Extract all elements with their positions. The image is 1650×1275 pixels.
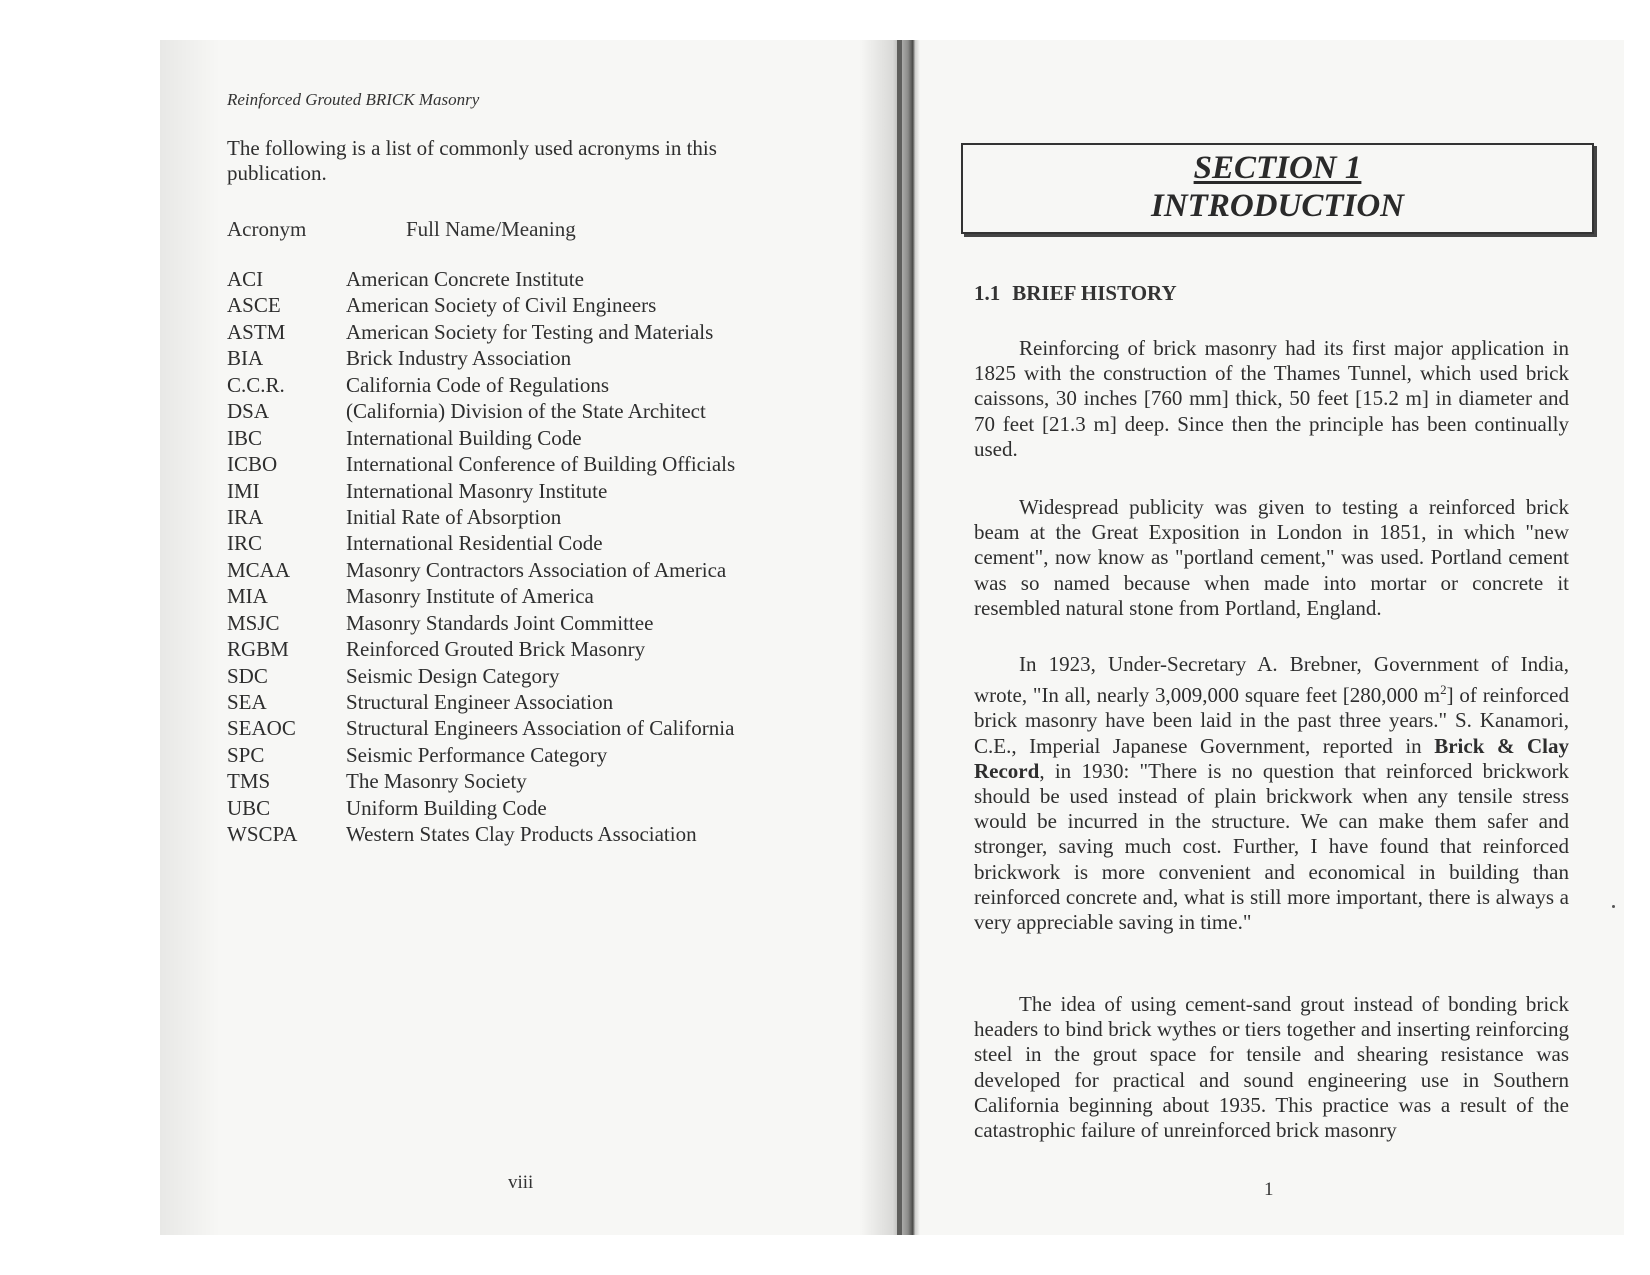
acronym-code: MIA xyxy=(227,584,268,609)
meaning-column-header: Full Name/Meaning xyxy=(406,217,576,241)
acronym-meaning: American Concrete Institute xyxy=(346,267,584,291)
acronym-code: UBC xyxy=(227,795,271,820)
acronym-meaning: Initial Rate of Absorption xyxy=(346,504,562,529)
acronym-code: ASCE xyxy=(227,293,281,318)
acronym-row xyxy=(227,451,847,477)
acronym-meaning: Western States Clay Products Association xyxy=(346,822,697,847)
acronym-meaning: Masonry Contractors Association of America xyxy=(346,557,727,582)
history-paragraph-3 xyxy=(974,652,1569,935)
acronym-meaning: American Society for Testing and Materials xyxy=(346,319,714,344)
acronym-row xyxy=(227,266,847,292)
acronym-meaning: Masonry Standards Joint Committee xyxy=(346,610,654,635)
superscript-two: 2 xyxy=(1440,682,1447,698)
acronym-code: C.C.R. xyxy=(227,372,285,397)
acronym-row xyxy=(227,663,847,689)
acronym-code: WSCPA xyxy=(227,822,298,847)
history-paragraph-2: Widespread publicity was given to testing a reinforced brick beam at the Great Exposition in London in 1851, in which "new cement", now know as "portland cement," was used. Portland cement was so named because when made into mortar or concrete it resembled natural stone from Portland, England. xyxy=(974,495,1569,620)
acronym-row xyxy=(227,345,847,371)
acronym-row xyxy=(227,504,847,530)
acronym-code: DSA xyxy=(227,399,270,424)
section-label: SECTION 1 xyxy=(1193,150,1362,186)
acronym-meaning: International Building Code xyxy=(346,425,582,450)
acronym-row xyxy=(227,398,847,424)
acronym-code: IRC xyxy=(227,531,263,556)
publication-title: Brick & Clay Record xyxy=(974,733,1569,783)
acronym-row xyxy=(227,425,847,451)
paragraph-3-part-a: In 1923, Under-Secretary A. Brebner, Government of India, wrote, "In all, nearly 3,009,000 square feet [280,000 m xyxy=(974,652,1569,708)
acronym-row xyxy=(227,636,847,662)
acronym-code: IMI xyxy=(227,478,260,503)
acronym-meaning: Seismic Design Category xyxy=(346,663,560,688)
acronym-meaning: The Masonry Society xyxy=(346,769,527,794)
acronym-row xyxy=(227,768,847,794)
acronym-meaning: California Code of Regulations xyxy=(346,372,610,397)
subsection-heading xyxy=(974,281,1177,306)
acronym-intro: The following is a list of commonly used acronyms in this publication. xyxy=(227,136,717,185)
acronym-code: MCAA xyxy=(227,557,291,582)
acronym-meaning: International Masonry Institute xyxy=(346,478,608,503)
history-paragraph-1: Reinforcing of brick masonry had its first major application in 1825 with the construction of the Thames Tunnel, which used brick caissons, 30 inches [760 mm] thick, 50 feet [15.2 m] in diameter and 70 feet [21.3 m] deep. Since then the principle has been continually used. xyxy=(974,336,1569,461)
page-number-left: viii xyxy=(508,1172,534,1193)
acronym-column-header: Acronym xyxy=(227,217,307,241)
acronym-row xyxy=(227,583,847,609)
acronym-row xyxy=(227,610,847,636)
acronym-meaning: International Conference of Building Officials xyxy=(346,452,736,477)
acronym-code: MSJC xyxy=(227,610,280,635)
subsection-number: 1.1 xyxy=(974,281,1001,305)
acronym-row xyxy=(227,821,847,847)
acronym-meaning: Uniform Building Code xyxy=(346,795,547,820)
acronym-code: ASTM xyxy=(227,319,286,344)
acronym-code: ACI xyxy=(227,267,264,291)
paragraph-3-part-c: , in 1930: "There is no question that reinforced brickwork should be used instead of plain brickwork when any tensile stress would be incurred in the structure. We can make them safer and stronger, saving much cost. Further, I have found that reinforced brickwork is more convenient and economical in building than reinforced concrete and, what is still more important, there is always a very appreciable saving in time." xyxy=(974,758,1569,935)
page-edge-shade xyxy=(160,40,220,1235)
paragraph-3-part-b: ] of reinforced brick masonry have been laid in the past three years." S. Kanamori, C.E., Imperial Japanese Government, reported in xyxy=(974,683,1569,758)
acronym-row xyxy=(227,372,847,398)
book-gutter-shadow xyxy=(860,40,920,1235)
acronym-code: SDC xyxy=(227,663,268,688)
acronym-code: SEA xyxy=(227,690,267,714)
section-title-box xyxy=(961,143,1594,234)
acronym-meaning: Structural Engineers Association of California xyxy=(346,716,735,741)
acronym-meaning: Structural Engineer Association xyxy=(346,690,614,714)
acronym-row xyxy=(227,319,847,345)
scan-speck xyxy=(1612,905,1615,908)
acronym-row xyxy=(227,689,847,715)
acronym-meaning: International Residential Code xyxy=(346,531,603,556)
acronym-code: TMS xyxy=(227,769,271,794)
acronym-code: SPC xyxy=(227,742,265,767)
acronym-row xyxy=(227,292,847,318)
acronym-row xyxy=(227,715,847,741)
acronym-list xyxy=(227,266,847,848)
acronym-code: IBC xyxy=(227,425,263,450)
acronym-code: IRA xyxy=(227,504,264,529)
acronym-code: ICBO xyxy=(227,452,278,477)
acronym-code: BIA xyxy=(227,346,264,371)
acronym-meaning: (California) Division of the State Architect xyxy=(346,399,706,424)
acronym-row xyxy=(227,742,847,768)
acronym-code: RGBM xyxy=(227,637,289,662)
acronym-meaning: Seismic Performance Category xyxy=(346,742,608,767)
acronym-row xyxy=(227,478,847,504)
acronym-meaning: American Society of Civil Engineers xyxy=(346,293,657,318)
acronym-code: SEAOC xyxy=(227,716,296,741)
acronym-meaning: Brick Industry Association xyxy=(346,346,572,371)
acronym-row xyxy=(227,795,847,821)
acronym-row xyxy=(227,557,847,583)
running-head: Reinforced Grouted BRICK Masonry xyxy=(227,90,480,109)
acronym-meaning: Reinforced Grouted Brick Masonry xyxy=(346,637,646,662)
book-gutter-line xyxy=(897,40,902,1235)
acronym-row xyxy=(227,530,847,556)
page-number-right: 1 xyxy=(1264,1179,1274,1200)
history-paragraph-4: The idea of using cement-sand grout instead of bonding brick headers to bind brick wythes or tiers together and inserting reinforcing steel in the grout space for tensile and shearing resistance was developed for practical and sound engineering use in Southern California beginning about 1935. This practice was a result of the catastrophic failure of unreinforced brick masonry xyxy=(974,992,1569,1143)
section-title: INTRODUCTION xyxy=(1150,188,1404,224)
acronym-meaning: Masonry Institute of America xyxy=(346,584,594,609)
subsection-title: BRIEF HISTORY xyxy=(1012,281,1177,305)
